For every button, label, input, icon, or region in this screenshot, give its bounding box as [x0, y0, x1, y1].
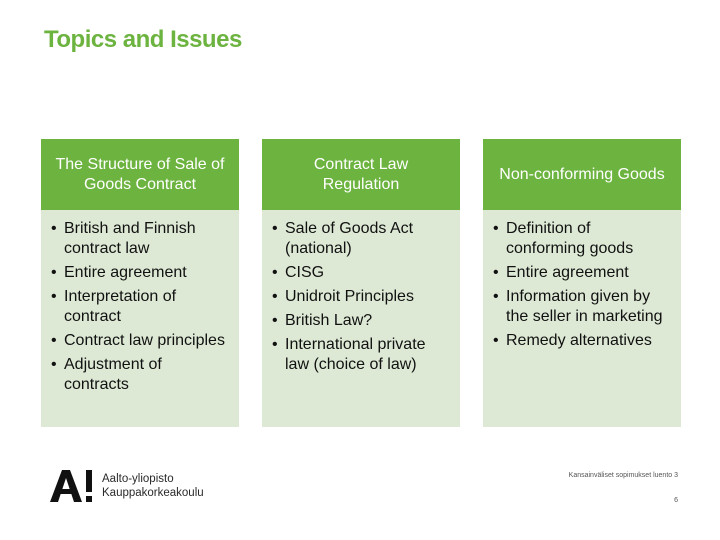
- list-item: • Entire agreement: [51, 264, 187, 281]
- list-item: • Entire agreement: [493, 264, 629, 281]
- list-item: • British Law?: [272, 312, 373, 329]
- topic-column-nonconforming: [483, 139, 681, 427]
- list-item: • Definition of conforming goods: [493, 220, 634, 257]
- topic-column-structure: [41, 139, 239, 427]
- topic-column-regulation: [262, 139, 460, 427]
- list-item: • Adjustment of contracts: [51, 356, 162, 393]
- list-item: • British and Finnish contract law: [51, 220, 196, 257]
- list-item: • Interpretation of contract: [51, 288, 177, 325]
- column-header: Contract Law Regulation: [262, 139, 460, 210]
- logo-wordmark: [102, 472, 204, 500]
- column-header: The Structure of Sale of Goods Contract: [41, 139, 239, 210]
- list-item: • International private law (choice of law): [272, 336, 426, 373]
- column-body: [41, 210, 239, 427]
- list-item: • Unidroit Principles: [272, 288, 414, 305]
- list-item: • Remedy alternatives: [493, 332, 652, 349]
- slide-title: Topics and Issues: [44, 26, 242, 53]
- aalto-logo-icon: [48, 468, 96, 504]
- footer-course-note: Kansainväliset sopimukset luento 3: [568, 472, 678, 479]
- column-header: Non-conforming Goods: [483, 139, 681, 210]
- list-item: • Information given by the seller in marketing: [493, 288, 663, 325]
- logo-line-school: Kauppakorkeakoulu: [102, 487, 204, 499]
- column-body: [483, 210, 681, 427]
- logo-line-university: Aalto-yliopisto: [102, 473, 174, 485]
- column-body: [262, 210, 460, 427]
- page-number: 6: [674, 497, 678, 504]
- list-item: • Contract law principles: [51, 332, 225, 349]
- list-item: • CISG: [272, 264, 325, 281]
- list-item: • Sale of Goods Act (national): [272, 220, 414, 257]
